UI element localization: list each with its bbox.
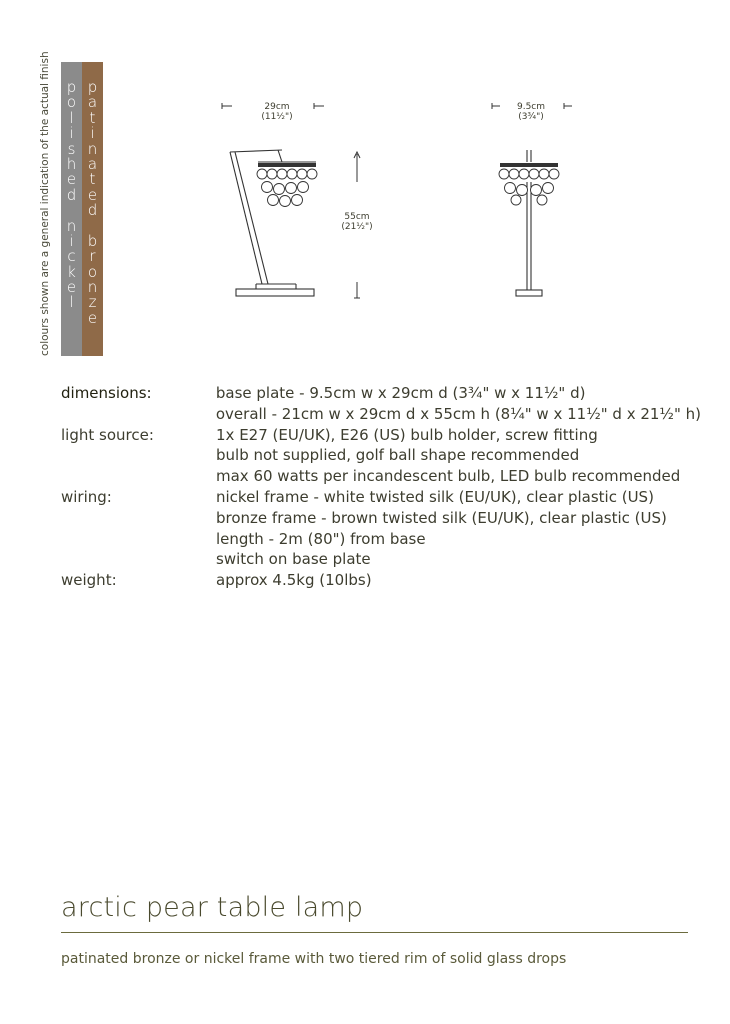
swatch-letter: n [87, 278, 98, 297]
finish-disclaimer: colours shown are a general indication of the actual finish [39, 51, 51, 356]
dim-side-width [252, 102, 302, 122]
side-view-glass-drops [257, 169, 317, 207]
swatch-letter: c [67, 247, 76, 266]
front-view-glass-drops [499, 169, 559, 205]
spec-row-dimensions [61, 383, 701, 425]
swatch-letter: r [89, 247, 96, 266]
lamp-drawing-svg [200, 92, 600, 312]
swatch-letter: e [66, 278, 77, 297]
swatch-label-bronze [88, 80, 98, 326]
swatch-letter: e [66, 170, 77, 189]
specifications [61, 383, 701, 591]
swatch-letter: t [89, 170, 96, 189]
spec-value: overall - 21cm w x 29cm d x 55cm h (8¼" w x 11½" d x 21½" h) [215, 404, 701, 423]
swatch-polished-nickel [61, 62, 82, 356]
spec-label: weight: [61, 571, 117, 590]
dim-front-width-cm: 9.5cm [516, 102, 546, 112]
swatch-letter: l [69, 293, 74, 312]
swatch-letter: i [90, 124, 95, 143]
swatch-letter: p [66, 78, 77, 96]
spec-row-wiring [61, 487, 701, 570]
swatch-letter: k [67, 262, 76, 281]
spec-value: base plate - 9.5cm w x 29cm d (3¾" w x 11½" d) [215, 384, 586, 402]
swatch-patinated-bronze [82, 62, 103, 356]
title-divider [61, 932, 688, 933]
swatch-letter: d [87, 201, 98, 220]
spec-value: 1x E27 (EU/UK), E26 (US) bulb holder, screw fitting [216, 425, 598, 444]
dim-height-cm: 55cm [344, 212, 370, 222]
swatch-letter: o [87, 262, 98, 281]
swatch-letter: l [69, 108, 74, 127]
dim-height [332, 212, 382, 232]
swatch-letter: t [89, 108, 96, 127]
spec-values [216, 383, 701, 425]
spec-label: dimensions: [61, 384, 152, 402]
product-title: arctic pear table lamp [61, 892, 364, 923]
spec-values [216, 487, 667, 570]
swatch-letter: h [66, 154, 77, 173]
swatch-letter: a [87, 93, 98, 112]
swatch-letter: a [87, 154, 98, 173]
dim-height-in: (21½") [341, 222, 373, 232]
spec-value: bronze frame - brown twisted silk (EU/UK), clear plastic (US) [216, 508, 667, 527]
spec-value: length - 2m (80") from base [216, 529, 426, 548]
spec-value: switch on base plate [216, 550, 371, 569]
spec-row-light-source [61, 425, 701, 487]
swatch-letter: n [66, 216, 77, 235]
dim-side-width-cm: 29cm [264, 102, 290, 112]
swatch-letter: s [67, 139, 76, 158]
swatch-letter: i [69, 124, 74, 143]
swatch-letter: i [69, 231, 74, 250]
spec-value: approx 4.5kg (10lbs) [216, 571, 372, 590]
spec-values [216, 425, 680, 487]
swatch-letter: p [87, 78, 98, 96]
swatch-letter: b [87, 231, 98, 250]
swatch-letter: n [87, 139, 98, 158]
spec-label: wiring: [61, 487, 112, 506]
product-tagline: patinated bronze or nickel frame with two tiered rim of solid glass drops [61, 951, 567, 967]
spec-row-weight [61, 570, 701, 591]
swatch-letter: z [88, 293, 97, 312]
spec-value: nickel frame - white twisted silk (EU/UK), clear plastic (US) [216, 487, 654, 506]
swatch-letter: e [87, 185, 98, 204]
swatch-letter: d [66, 185, 77, 204]
dim-front-width [506, 102, 556, 122]
swatch-letter: e [87, 308, 98, 327]
spec-value: bulb not supplied, golf ball shape recommended [216, 446, 580, 465]
lamp-technical-drawing [200, 92, 600, 312]
spec-values [216, 570, 372, 591]
front-view-rim [500, 163, 558, 167]
dim-front-width-in: (3¾") [518, 112, 544, 122]
swatch-label-nickel [67, 80, 77, 311]
spec-label: light source: [61, 425, 154, 444]
side-view-rim [258, 163, 316, 167]
swatch-letter: o [66, 93, 77, 112]
spec-value: max 60 watts per incandescent bulb, LED bulb recommended [216, 467, 681, 486]
dim-side-width-in: (11½") [261, 112, 293, 122]
